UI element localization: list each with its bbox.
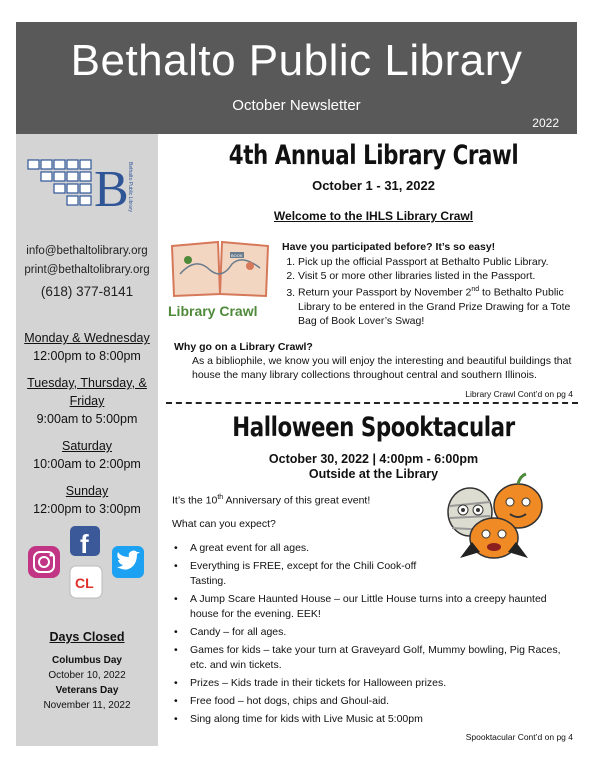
why-crawl-answer: As a bibliophile, we know you will enjoy the interesting and beautiful buildings that house the many library collections throughout central and southern Illinois. <box>192 355 572 381</box>
list-item: • Free food – hot dogs, chips and Ghoul-aid. <box>172 694 572 709</box>
what-to-expect: What can you expect? <box>172 518 276 530</box>
cloud-library-icon[interactable] <box>70 566 102 598</box>
library-hours <box>16 320 158 518</box>
library-logo <box>26 156 141 216</box>
hours-day: Sunday <box>65 484 109 498</box>
library-crawl-heading: 4th Annual Library Crawl <box>228 140 519 171</box>
anniversary-prefix: It’s the 10 <box>172 494 218 507</box>
phone-number: (618) 377-8141 <box>40 284 134 299</box>
instagram-icon[interactable] <box>28 546 60 578</box>
masthead-year: 2022 <box>532 116 559 130</box>
step3-rest: Library to be entered in the Grand Prize Drawing for a Tote Bag of Book Lover’s Swag! <box>298 300 571 327</box>
list-item: • Sing along time for kids with Live Music at 5:00pm <box>172 712 572 727</box>
masthead-title: Bethalto Public Library <box>70 36 523 85</box>
step3-prefix: Return your Passport by November 2 <box>298 286 472 299</box>
section-divider <box>166 402 578 404</box>
hours-time: 10:00am to 2:00pm <box>33 457 141 471</box>
list-item: • Candy – for all ages. <box>172 625 572 640</box>
hours-time: 12:00pm to 3:00pm <box>33 502 141 516</box>
halloween-date-line: October 30, 2022 | 4:00pm - 6:00pm <box>268 452 479 466</box>
library-crawl-dates: October 1 - 31, 2022 <box>312 178 435 193</box>
halloween-activities <box>172 541 572 730</box>
step3-mid: to Bethalto Public <box>479 286 564 299</box>
hours-day: Tuesday, Thursday, & Friday <box>27 376 147 408</box>
hours-time: 12:00pm to 8:00pm <box>33 349 141 363</box>
list-item: • A Jump Scare Haunted House – our Little House turns into a creepy haunted house for the evening. EEK! <box>172 592 572 622</box>
why-crawl <box>174 340 576 382</box>
holiday-date: October 10, 2022 <box>48 670 126 681</box>
svg-text:BOOK: BOOK <box>231 253 243 258</box>
svg-text:B: B <box>94 161 129 216</box>
hours-day: Monday & Wednesday <box>24 331 150 345</box>
list-item: • A great event for all ages. <box>172 541 572 556</box>
contact-info <box>16 242 158 301</box>
library-crawl-book-icon <box>166 234 274 324</box>
svg-text:Library Crawl: Library Crawl <box>168 303 258 319</box>
library-crawl-steps <box>282 240 578 328</box>
svg-text:f: f <box>80 529 89 559</box>
halloween-location: Outside at the Library <box>308 467 439 481</box>
list-item: • Everything is FREE, except for the Chili Cook-off Tasting. <box>172 559 572 589</box>
days-closed <box>16 630 158 713</box>
anniversary-superscript: th <box>217 494 224 501</box>
hours-day: Saturday <box>61 439 113 453</box>
step-item: 1. Pick up the official Passport at Bethalto Public Library. <box>298 255 578 269</box>
sidebar <box>16 134 158 746</box>
svg-text:Bethalto Public Library: Bethalto Public Library <box>127 162 133 213</box>
step3-superscript: nd <box>471 286 480 293</box>
anniversary-line <box>172 494 370 507</box>
holiday-name: Veterans Day <box>55 685 119 696</box>
info-email-link[interactable]: info@bethaltolibrary.org <box>26 245 148 257</box>
holiday-name: Columbus Day <box>51 655 122 666</box>
steps-question: Have you participated before? It’s so easy! <box>282 241 496 253</box>
svg-text:CL: CL <box>75 575 94 591</box>
spooktacular-continued-note: Spooktacular Cont’d on pg 4 <box>465 732 573 742</box>
twitter-icon[interactable] <box>112 546 144 578</box>
holiday-date: November 11, 2022 <box>43 700 131 711</box>
print-email-link[interactable]: print@bethaltolibrary.org <box>24 264 150 276</box>
masthead <box>16 22 577 134</box>
step-item: 2. Visit 5 or more other libraries listed in the Passport. <box>298 269 578 283</box>
library-crawl-welcome: Welcome to the IHLS Library Crawl <box>273 209 474 223</box>
list-item: • Games for kids – take your turn at Graveyard Golf, Mummy bowling, Pig Races, etc. and win tickets. <box>172 643 572 673</box>
why-crawl-question: Why go on a Library Crawl? <box>174 341 313 353</box>
facebook-icon[interactable] <box>70 526 100 559</box>
masthead-subtitle: October Newsletter <box>232 97 361 114</box>
social-icons <box>26 524 148 604</box>
step-item <box>298 283 578 328</box>
halloween-heading: Halloween Spooktacular <box>232 412 515 443</box>
hours-time: 9:00am to 5:00pm <box>36 412 138 426</box>
list-item: • Prizes – Kids trade in their tickets for Halloween prizes. <box>172 676 572 691</box>
crawl-continued-note: Library Crawl Cont’d on pg 4 <box>465 389 573 399</box>
anniversary-suffix: Anniversary of this great event! <box>223 494 371 507</box>
days-closed-heading: Days Closed <box>49 630 125 644</box>
